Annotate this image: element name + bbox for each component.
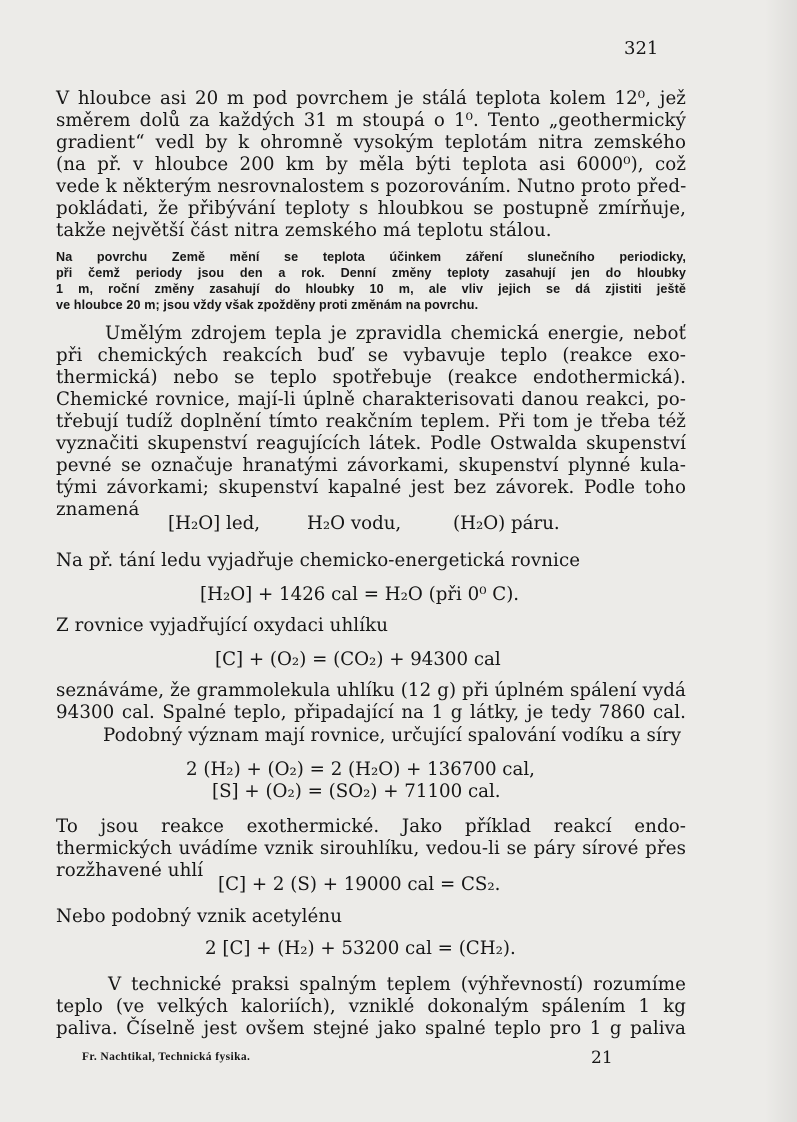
equation: 2 [C] + (H₂) + 53200 cal = (CH₂). <box>205 938 516 959</box>
equation: 2 (H₂) + (O₂) = 2 (H₂O) + 136700 cal, <box>186 759 535 780</box>
text-line: pevné se označuje hranatými závorkami, skupenství plynné kula- <box>56 455 686 476</box>
text-line: (na př. v hloubce 200 km by měla býti teplota asi 6000⁰), což <box>56 154 686 175</box>
text-line: pokládati, že přibývání teploty s hloubkou se postupně zmírňuje, <box>56 198 686 219</box>
equation: [S] + (O₂) = (SO₂) + 71100 cal. <box>212 781 501 802</box>
text-line: takže největší část nitra zemského má teplotu stálou. <box>56 220 552 241</box>
equation: [C] + (O₂) = (CO₂) + 94300 cal <box>215 649 501 670</box>
text-line: vede k některým nesrovnalostem s pozorováním. Nutno proto před- <box>56 176 687 197</box>
page-edge-shadow <box>765 0 797 1122</box>
text-line: To jsou reakce exothermické. Jako příklad reakcí endo- <box>56 816 686 837</box>
footer-sheet-number: 21 <box>591 1048 613 1068</box>
text-line: vyznačiti skupenství reagujících látek. Podle Ostwalda skupenství <box>56 433 686 454</box>
page-number: 321 <box>624 38 659 59</box>
text-line: seznáváme, že grammolekula uhlíku (12 g) při úplném spálení vydá <box>56 680 686 701</box>
text-line: V technické praksi spalným teplem (výhřevností) rozumíme <box>108 974 686 995</box>
text-line: Chemické rovnice, mají-li úplně charakterisovati danou reakci, po- <box>56 389 686 410</box>
note-line: při čemž periody jsou den a rok. Denní změny teploty zasahují jen do hloubky <box>56 266 686 280</box>
text-line: 94300 cal. Spalné teplo, připadající na 1 g látky, je tedy 7860 cal. <box>56 702 686 723</box>
text-line: Z rovnice vyjadřující oxydaci uhlíku <box>56 615 389 636</box>
text-line: teplo (ve velkých kaloriích), vzniklé dokonalým spálením 1 kg <box>56 996 686 1017</box>
text-line: Podobný význam mají rovnice, určující spalování vodíku a síry <box>103 725 682 746</box>
formula: (H₂O) páru. <box>453 513 560 534</box>
text-line: při chemických reakcích buď se vybavuje teplo (reakce exo- <box>56 345 686 366</box>
equation: [H₂O] + 1426 cal = H₂O (při 0⁰ C). <box>200 584 520 605</box>
text-line: thermických uvádíme vznik sirouhlíku, vedou-li se páry sírové přes <box>56 838 686 859</box>
note-line: 1 m, roční změny zasahují do hloubky 10 m, ale vliv jejich se dá zjistiti ještě <box>56 282 686 296</box>
note-line: Na povrchu Země mění se teplota účinkem záření slunečního periodicky, <box>56 250 686 264</box>
text-line: znamená <box>56 499 140 520</box>
text-line: směrem dolů za každých 31 m stoupá o 1⁰. Tento „geothermický <box>56 110 686 131</box>
note-line: ve hloubce 20 m; jsou vždy však zpožděny proti změnám na povrchu. <box>56 298 479 312</box>
text-line: Na př. tání ledu vyjadřuje chemicko-energetická rovnice <box>56 550 581 571</box>
text-line: Nebo podobný vznik acetylénu <box>56 906 343 927</box>
text-line: tými závorkami; skupenství kapalné jest bez závorek. Podle toho <box>56 477 686 498</box>
text-line: thermická) nebo se teplo spotřebuje (reakce endothermická). <box>56 367 686 388</box>
text-line: rozžhavené uhlí <box>56 860 204 881</box>
text-line: V hloubce asi 20 m pod povrchem je stálá teplota kolem 12⁰, jež <box>56 88 686 109</box>
equation: [C] + 2 (S) + 19000 cal = CS₂. <box>218 874 501 895</box>
text-line: třebují tudíž doplnění tímto reakčním teplem. Při tom je třeba též <box>56 411 686 432</box>
formula: H₂O vodu, <box>307 513 402 534</box>
text-line: Umělým zdrojem tepla je zpravidla chemická energie, neboť <box>105 323 686 344</box>
footer-author-title: Fr. Nachtikal, Technická fysika. <box>82 1051 251 1063</box>
text-line: paliva. Číselně jest ovšem stejné jako spalné teplo pro 1 g paliva <box>56 1018 686 1039</box>
formula: [H₂O] led, <box>168 513 261 534</box>
text-line: gradient“ vedl by k ohromně vysokým teplotám nitra zemského <box>56 132 686 153</box>
